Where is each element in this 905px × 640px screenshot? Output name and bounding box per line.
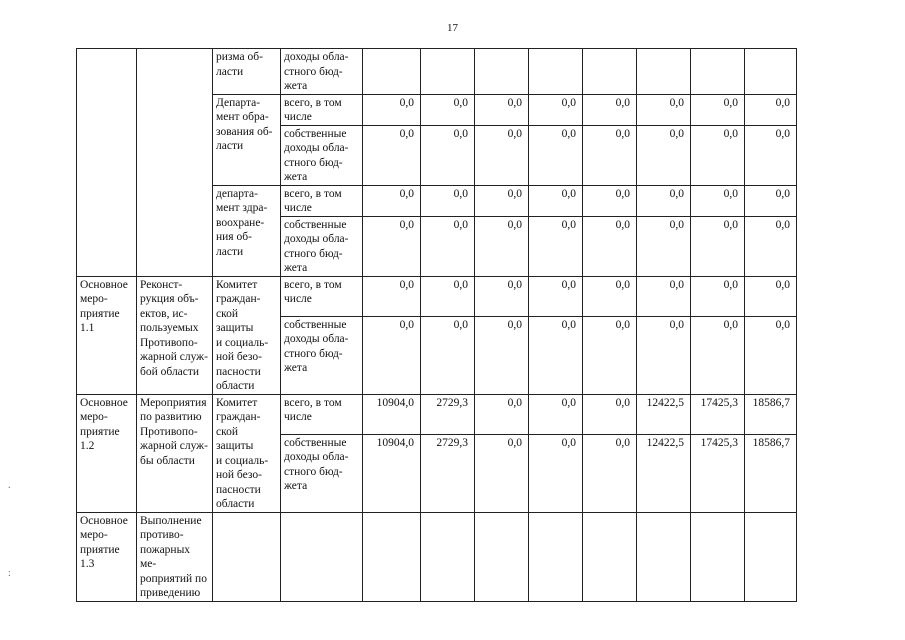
table-value-cell: 0,0 <box>421 185 475 216</box>
table-value-cell: 12422,5 <box>637 434 691 512</box>
table-value-cell: 0,0 <box>529 185 583 216</box>
table-value-cell: 0,0 <box>475 434 529 512</box>
table-value-cell: 0,0 <box>745 316 797 394</box>
table-value-cell: 0,0 <box>691 276 745 316</box>
table-value-cell: 0,0 <box>363 216 421 276</box>
table-value-cell: 0,0 <box>583 276 637 316</box>
table-value-cell: 18586,7 <box>745 394 797 434</box>
table-text-cell <box>745 512 797 601</box>
table-value-cell: 0,0 <box>529 276 583 316</box>
table-body <box>77 49 797 602</box>
table-value-cell: 0,0 <box>475 276 529 316</box>
table-value-cell: 17425,3 <box>691 394 745 434</box>
table-value-cell: 0,0 <box>421 216 475 276</box>
table-text-cell: ризма об- ласти <box>213 49 281 95</box>
table-value-cell: 0,0 <box>363 185 421 216</box>
table-text-cell <box>529 512 583 601</box>
table-value-cell: 10904,0 <box>363 394 421 434</box>
table-value-cell: 0,0 <box>363 125 421 185</box>
table-value-cell: 0,0 <box>745 276 797 316</box>
table-text-cell: всего, в том числе <box>281 185 363 216</box>
table-value-cell: 0,0 <box>583 125 637 185</box>
table-value-cell: 0,0 <box>363 276 421 316</box>
table-value-cell: 0,0 <box>583 216 637 276</box>
table-value-cell: 0,0 <box>529 125 583 185</box>
table-text-cell: собственные доходы обла- стного бюд- жета <box>281 316 363 394</box>
table-value-cell: 0,0 <box>583 94 637 125</box>
table-text-cell: Департа- мент обра- зования об- ласти <box>213 94 281 185</box>
table-text-cell: собственные доходы обла- стного бюд- жета <box>281 216 363 276</box>
table-text-cell: всего, в том числе <box>281 394 363 434</box>
table-value-cell: 0,0 <box>691 94 745 125</box>
table-value-cell: 0,0 <box>421 94 475 125</box>
table-value-cell: 0,0 <box>421 316 475 394</box>
table-value-cell: 0,0 <box>475 185 529 216</box>
table-text-cell <box>529 49 583 95</box>
table-value-cell: 0,0 <box>475 94 529 125</box>
table-value-cell: 0,0 <box>745 185 797 216</box>
table-text-cell: доходы обла- стного бюд- жета <box>281 49 363 95</box>
margin-mark: . <box>8 480 11 491</box>
table-value-cell: 0,0 <box>691 216 745 276</box>
table-value-cell: 0,0 <box>637 276 691 316</box>
table-text-cell <box>137 49 213 277</box>
table-value-cell: 0,0 <box>529 316 583 394</box>
table-row <box>77 512 797 601</box>
table-value-cell: 0,0 <box>529 94 583 125</box>
table-text-cell <box>583 49 637 95</box>
table-text-cell: Комитет граждан- ской защиты и социаль- ной безо- пасности области <box>213 394 281 512</box>
table-text-cell: департа- мент здра- воохране- ния об- ласти <box>213 185 281 276</box>
table-text-cell <box>691 49 745 95</box>
table-text-cell: Основное меро- приятие 1.1 <box>77 276 137 394</box>
margin-mark: : <box>8 568 11 579</box>
table-value-cell: 12422,5 <box>637 394 691 434</box>
table-value-cell: 0,0 <box>475 216 529 276</box>
table-value-cell: 0,0 <box>475 316 529 394</box>
budget-table <box>76 48 797 602</box>
table-text-cell: Мероприятия по развитию Противопо- жарной служ- бы области <box>137 394 213 512</box>
table-text-cell <box>77 49 137 277</box>
table-text-cell <box>637 49 691 95</box>
table-value-cell: 0,0 <box>529 394 583 434</box>
table-value-cell: 0,0 <box>583 394 637 434</box>
table-value-cell: 0,0 <box>637 216 691 276</box>
table-value-cell: 2729,3 <box>421 394 475 434</box>
table-value-cell: 0,0 <box>691 185 745 216</box>
table-row <box>77 394 797 434</box>
page-number: 17 <box>447 22 458 34</box>
table-value-cell: 0,0 <box>583 434 637 512</box>
table-text-cell <box>745 49 797 95</box>
table-text-cell <box>213 512 281 601</box>
table-text-cell: всего, в том числе <box>281 94 363 125</box>
table-text-cell: всего, в том числе <box>281 276 363 316</box>
table-value-cell: 0,0 <box>637 185 691 216</box>
table-value-cell: 0,0 <box>529 434 583 512</box>
table-text-cell <box>363 49 421 95</box>
table-text-cell <box>281 512 363 601</box>
table-value-cell: 0,0 <box>745 216 797 276</box>
table-value-cell: 0,0 <box>421 125 475 185</box>
table-text-cell <box>421 512 475 601</box>
table-value-cell: 18586,7 <box>745 434 797 512</box>
table-text-cell <box>475 49 529 95</box>
table-value-cell: 0,0 <box>363 316 421 394</box>
table-text-cell <box>421 49 475 95</box>
table-value-cell: 0,0 <box>529 216 583 276</box>
table-row <box>77 49 797 95</box>
table-text-cell: собственные доходы обла- стного бюд- жета <box>281 125 363 185</box>
table-value-cell: 0,0 <box>583 316 637 394</box>
table-value-cell: 17425,3 <box>691 434 745 512</box>
table-value-cell: 0,0 <box>475 394 529 434</box>
table-text-cell <box>583 512 637 601</box>
table-value-cell: 10904,0 <box>363 434 421 512</box>
table-text-cell: Реконст- рукция объ- ектов, ис- пользуемых Противопо- жарной служ- бой области <box>137 276 213 394</box>
table-value-cell: 0,0 <box>637 316 691 394</box>
table-text-cell: Основное меро- приятие 1.3 <box>77 512 137 601</box>
table-value-cell: 0,0 <box>691 125 745 185</box>
table-value-cell: 0,0 <box>637 94 691 125</box>
table-value-cell: 0,0 <box>691 316 745 394</box>
table-value-cell: 0,0 <box>745 94 797 125</box>
table-text-cell <box>363 512 421 601</box>
table-value-cell: 0,0 <box>475 125 529 185</box>
table-text-cell: собственные доходы обла- стного бюд- жета <box>281 434 363 512</box>
table-text-cell <box>475 512 529 601</box>
table-value-cell: 0,0 <box>637 125 691 185</box>
table-text-cell <box>691 512 745 601</box>
table-text-cell: Комитет граждан- ской защиты и социаль- ной безо- пасности области <box>213 276 281 394</box>
table-value-cell: 0,0 <box>363 94 421 125</box>
table-value-cell: 0,0 <box>421 276 475 316</box>
table-text-cell: Основное меро- приятие 1.2 <box>77 394 137 512</box>
table-value-cell: 2729,3 <box>421 434 475 512</box>
table-text-cell <box>637 512 691 601</box>
table-row <box>77 276 797 316</box>
table-value-cell: 0,0 <box>745 125 797 185</box>
table-value-cell: 0,0 <box>583 185 637 216</box>
table-text-cell: Выполнение противо- пожарных ме- роприятий по приведению <box>137 512 213 601</box>
